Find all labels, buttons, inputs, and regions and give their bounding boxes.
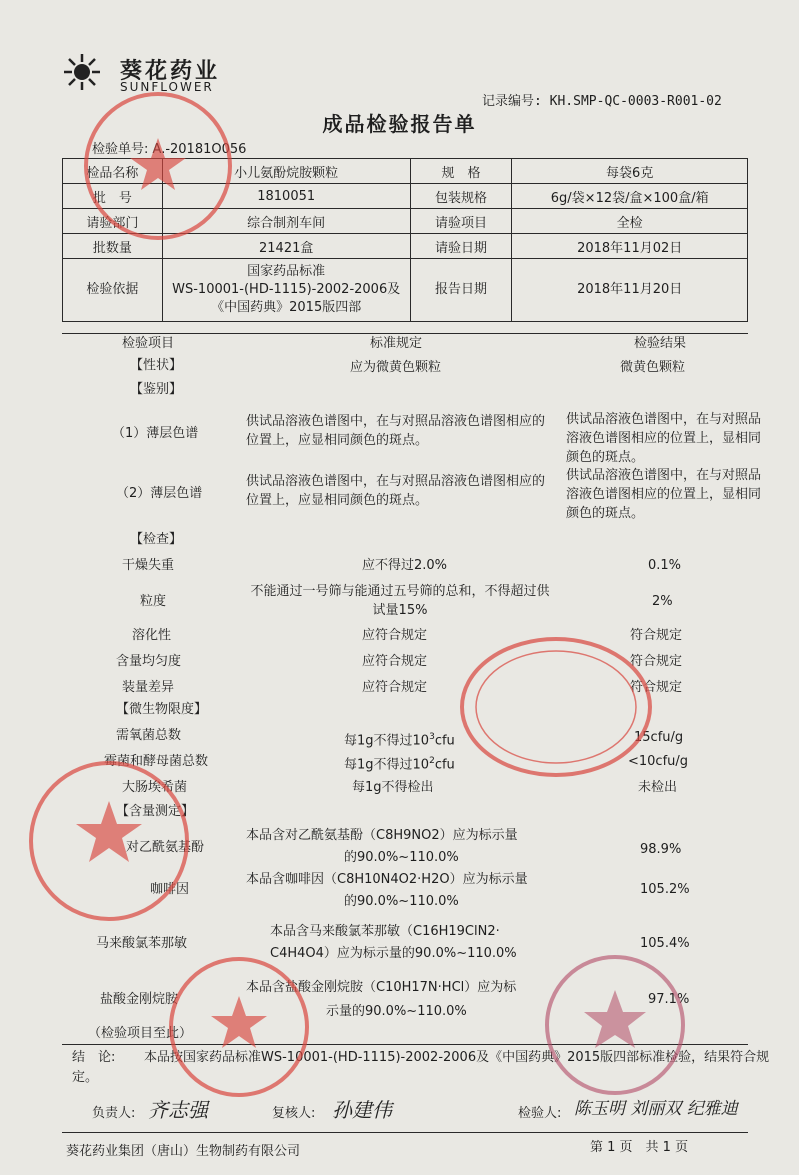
spec-label: 规 格 bbox=[410, 159, 512, 184]
pack-label: 包装规格 bbox=[410, 184, 512, 209]
traits-result: 微黄色颗粒 bbox=[620, 360, 686, 375]
tlc1-standard: 供试品溶液色谱图中，在与对照品溶液色谱图相应的位置上，应显相同颜色的斑点。 bbox=[246, 414, 546, 448]
record-number: 记录编号: KH.SMP-QC-0003-R001-02 bbox=[482, 94, 722, 109]
dept-label: 请验部门 bbox=[63, 209, 163, 234]
batch-value: 1810051 bbox=[162, 184, 410, 209]
mold-standard-exp: 2 bbox=[429, 756, 435, 766]
section-traits: 【性状】 bbox=[130, 358, 183, 373]
tlc1-result: 供试品溶液色谱图中，在与对照品溶液色谱图相应的位置上，显相同颜色的斑点。 bbox=[566, 412, 762, 465]
owner-label: 负责人: bbox=[92, 1106, 136, 1121]
mold-item: 霉菌和酵母菌总数 bbox=[104, 754, 209, 769]
divider bbox=[62, 1132, 748, 1133]
col-header-result: 检验结果 bbox=[634, 336, 687, 351]
pack-value: 6g/袋×12袋/盒×100盒/箱 bbox=[512, 184, 748, 209]
owner-signature: 齐志强 bbox=[148, 1098, 208, 1122]
chlorphenamine-result: 105.4% bbox=[640, 936, 690, 951]
uniformity-item: 含量均匀度 bbox=[116, 654, 182, 669]
tlc2-item: （2）薄层色谱 bbox=[116, 486, 203, 501]
mold-standard-unit: cfu bbox=[434, 757, 455, 773]
product-name-label: 检品名称 bbox=[63, 159, 163, 184]
table-row bbox=[63, 259, 748, 322]
apap-standard-line2: 的90.0%~110.0% bbox=[344, 850, 459, 865]
solubility-standard: 应符合规定 bbox=[362, 628, 428, 643]
dry-standard: 应不得过2.0% bbox=[362, 558, 448, 573]
section-identify: 【鉴别】 bbox=[130, 382, 183, 397]
basis-label: 检验依据 bbox=[63, 259, 163, 322]
logo-text-en: SUNFLOWER bbox=[120, 80, 214, 94]
page-title: 成品检验报告单 bbox=[322, 112, 477, 136]
basis-line: WS-10001-(HD-1115)-2002-2006及 bbox=[172, 282, 401, 297]
basis-line: 《中国药典》2015版四部 bbox=[211, 300, 362, 315]
logo-text-cn: 葵花药业 bbox=[120, 59, 221, 84]
solubility-item: 溶化性 bbox=[132, 628, 172, 643]
report-date-label: 报告日期 bbox=[410, 259, 512, 322]
caffeine-standard-line1: 本品含咖啡因（C8H10N4O2·H2O）应为标示量 bbox=[246, 872, 528, 887]
caffeine-result: 105.2% bbox=[640, 882, 690, 897]
uniformity-standard: 应符合规定 bbox=[362, 654, 428, 669]
req-date-label: 请验日期 bbox=[410, 234, 512, 259]
aerobic-standard-unit: cfu bbox=[434, 733, 455, 749]
serial-value: A.-20181O056 bbox=[152, 142, 247, 157]
mold-standard-text: 每1g不得过10 bbox=[344, 757, 430, 773]
amantadine-result: 97.1% bbox=[648, 992, 690, 1007]
chlorphenamine-item: 马来酸氯苯那敏 bbox=[96, 936, 188, 951]
batch-label: 批 号 bbox=[63, 184, 163, 209]
fill-standard: 应符合规定 bbox=[362, 680, 428, 695]
chlorphenamine-standard-line2: C4H4O4）应为标示量的90.0%~110.0% bbox=[270, 946, 517, 961]
apap-item: 对乙酰氨基酚 bbox=[126, 840, 205, 855]
end-of-items: （检验项目至此） bbox=[88, 1026, 193, 1041]
size-standard: 不能通过一号筛与能通过五号筛的总和，不得超过供试量15% bbox=[250, 584, 550, 618]
apap-standard-line1: 本品含对乙酰氨基酚（C8H9NO2）应为标示量 bbox=[246, 828, 518, 843]
mold-standard bbox=[344, 752, 455, 774]
dry-result: 0.1% bbox=[648, 558, 682, 573]
dry-item: 干燥失重 bbox=[122, 558, 175, 573]
fill-item: 装量差异 bbox=[122, 680, 175, 695]
col-header-standard: 标准规定 bbox=[370, 336, 423, 351]
amantadine-item: 盐酸金刚烷胺 bbox=[100, 992, 179, 1007]
aerobic-standard-text: 每1g不得过10 bbox=[344, 733, 430, 749]
solubility-result: 符合规定 bbox=[630, 628, 683, 643]
dept-value: 综合制剂车间 bbox=[162, 209, 410, 234]
conclusion-text: 本品按国家药品标准WS-10001-(HD-1115)-2002-2006及《中国药典》2015版四部标准检验，结果符合规定。 bbox=[72, 1050, 770, 1085]
serial-label: 检验单号: bbox=[92, 142, 149, 157]
fill-result: 符合规定 bbox=[630, 680, 683, 695]
inspection-seal-icon bbox=[540, 950, 690, 1100]
col-header-item: 检验项目 bbox=[122, 336, 175, 351]
tlc2-standard: 供试品溶液色谱图中，在与对照品溶液色谱图相应的位置上，应显相同颜色的斑点。 bbox=[246, 474, 546, 508]
req-date-value: 2018年11月02日 bbox=[512, 234, 748, 259]
spec-value: 每袋6克 bbox=[512, 159, 748, 184]
quality-management-seal-icon bbox=[456, 632, 656, 782]
item-label: 请验项目 bbox=[410, 209, 512, 234]
caffeine-item: 咖啡因 bbox=[150, 882, 190, 897]
report-date-value: 2018年11月20日 bbox=[512, 259, 748, 322]
aerobic-item: 需氧菌总数 bbox=[116, 728, 182, 743]
inspection-report-seal-icon bbox=[78, 86, 238, 246]
size-result: 2% bbox=[652, 594, 673, 609]
apap-result: 98.9% bbox=[640, 842, 682, 857]
ecoli-standard: 每1g不得检出 bbox=[352, 780, 434, 795]
section-assay: 【含量测定】 bbox=[116, 804, 195, 819]
amantadine-standard-line1: 本品含盐酸金刚烷胺（C10H17N·HCl）应为标 bbox=[246, 980, 517, 995]
section-micro: 【微生物限度】 bbox=[116, 702, 208, 717]
section-check: 【检查】 bbox=[130, 532, 183, 547]
item-value: 全检 bbox=[512, 209, 748, 234]
qty-label: 批数量 bbox=[63, 234, 163, 259]
uniformity-result: 符合规定 bbox=[630, 654, 683, 669]
size-item: 粒度 bbox=[140, 594, 167, 609]
qty-value: 21421盒 bbox=[162, 234, 410, 259]
ecoli-item: 大肠埃希菌 bbox=[122, 780, 188, 795]
product-name: 小儿氨酚烷胺颗粒 bbox=[162, 159, 410, 184]
inspection-report-seal-2-icon bbox=[164, 952, 314, 1102]
page-number: 第 1 页 共 1 页 bbox=[590, 1140, 689, 1155]
conclusion-label: 结 论: bbox=[72, 1050, 116, 1065]
aerobic-standard-exp: 3 bbox=[429, 732, 435, 742]
footer-company: 葵花药业集团（唐山）生物制药有限公司 bbox=[66, 1144, 301, 1159]
basis-line: 国家药品标准 bbox=[247, 264, 326, 279]
aerobic-standard bbox=[344, 728, 455, 750]
caffeine-standard-line2: 的90.0%~110.0% bbox=[344, 894, 459, 909]
inspector-label: 检验人: bbox=[518, 1106, 562, 1121]
ecoli-result: 未检出 bbox=[638, 780, 678, 795]
quality-dept-seal-icon bbox=[24, 756, 194, 926]
reviewer-label: 复核人: bbox=[272, 1106, 316, 1121]
amantadine-standard-line2: 示量的90.0%~110.0% bbox=[326, 1004, 467, 1019]
tlc1-item: （1）薄层色谱 bbox=[112, 426, 199, 441]
reviewer-signature: 孙建伟 bbox=[332, 1098, 392, 1122]
traits-standard: 应为微黄色颗粒 bbox=[350, 360, 442, 375]
basis-value bbox=[162, 259, 410, 322]
mold-result: <10cfu/g bbox=[628, 754, 689, 769]
tlc2-result: 供试品溶液色谱图中，在与对照品溶液色谱图相应的位置上，显相同颜色的斑点。 bbox=[566, 468, 762, 521]
chlorphenamine-standard-line1: 本品含马来酸氯苯那敏（C16H19ClN2· bbox=[270, 924, 500, 939]
inspector-signature: 陈玉明 刘丽双 纪雅迪 bbox=[574, 1099, 738, 1119]
aerobic-result: 15cfu/g bbox=[634, 730, 684, 745]
